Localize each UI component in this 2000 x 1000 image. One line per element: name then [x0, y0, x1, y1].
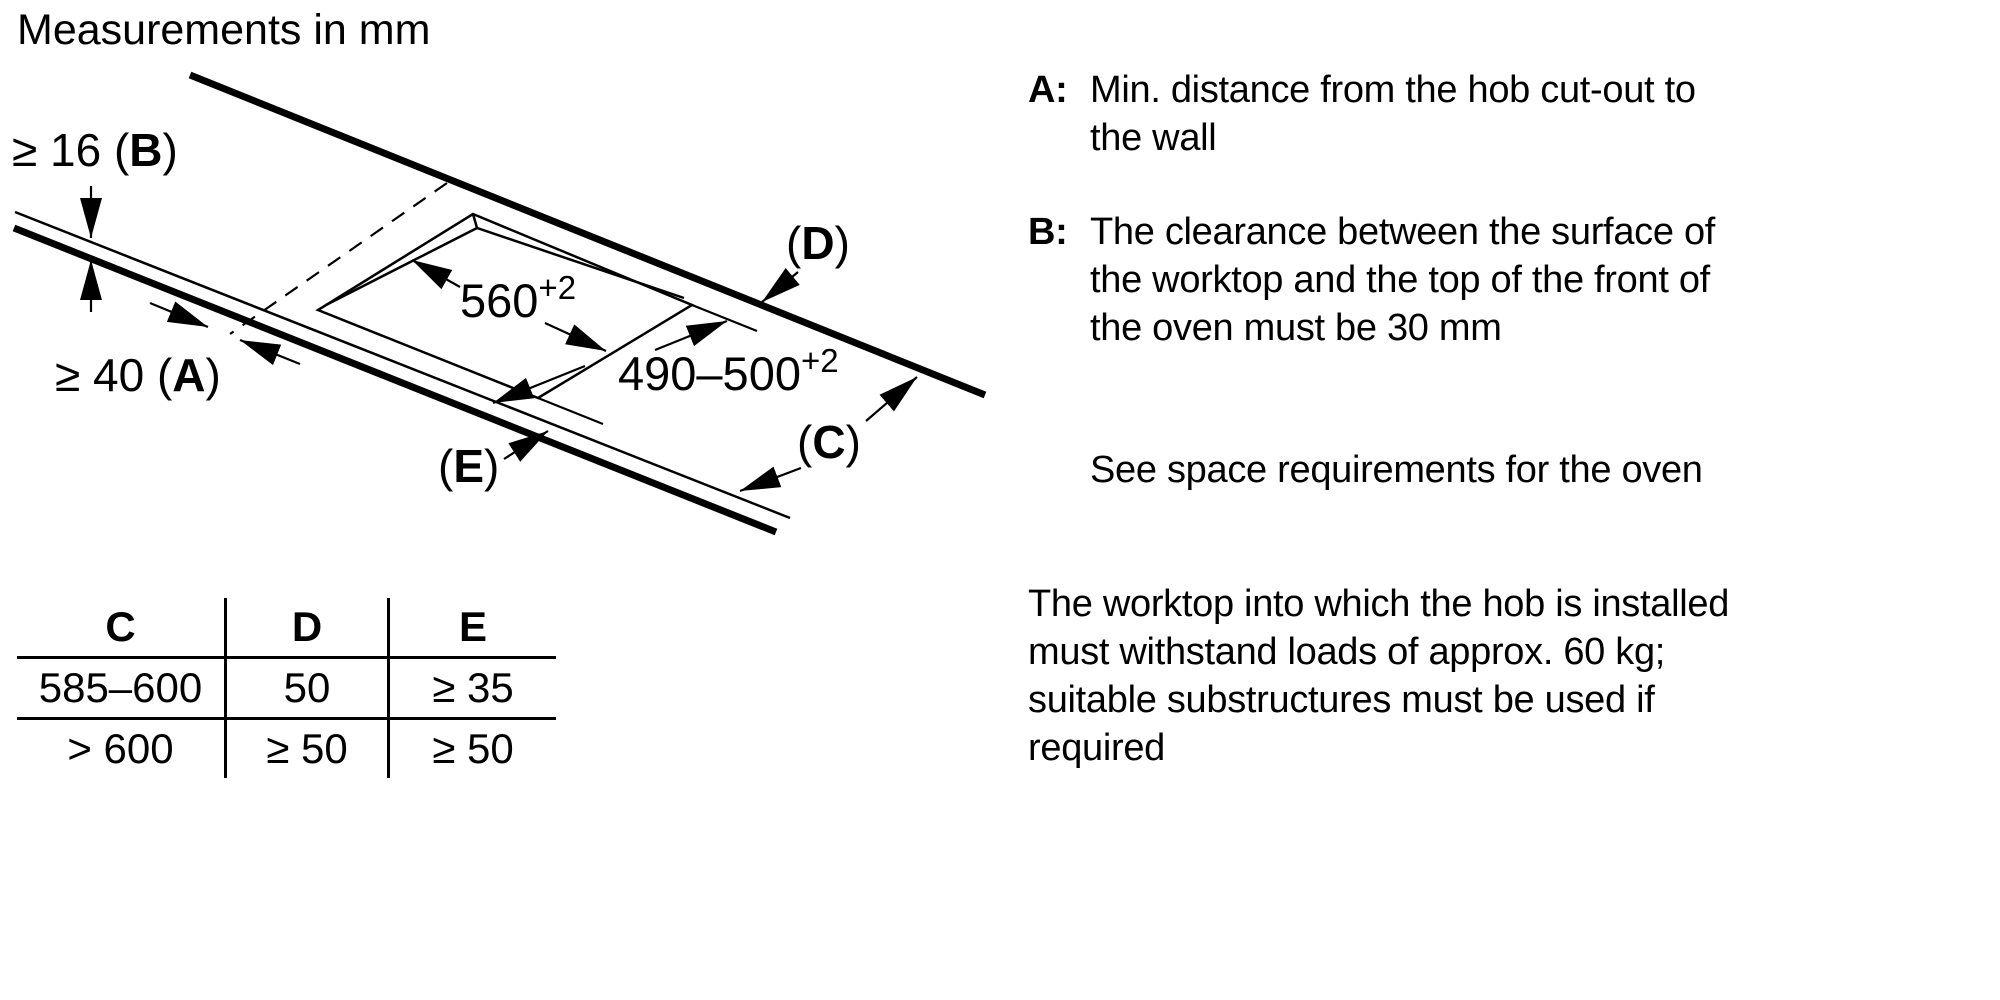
dim-b-letter: B [129, 124, 163, 176]
dim-b-suffix: ) [162, 124, 178, 176]
dim-a-label [55, 349, 221, 401]
note-a [1028, 66, 1948, 162]
label-d-arrow [762, 272, 798, 302]
table-header-c: C [17, 598, 227, 656]
dim-b-prefix: ≥ 16 ( [12, 124, 130, 176]
label-e-prefix: ( [438, 440, 454, 492]
table-cell-r1-e: ≥ 35 [390, 656, 556, 717]
dim-a-prefix: ≥ 40 ( [55, 349, 173, 401]
table-cell-r2-d: ≥ 50 [227, 717, 390, 778]
extension-line-ne [692, 305, 757, 331]
label-c-arrow-upper [866, 377, 917, 421]
note-a-label: A: [1028, 69, 1068, 111]
note-load-line-4: required [1028, 727, 1166, 769]
dim-a-arrow-lower [240, 340, 300, 364]
notes-column [1028, 66, 1948, 772]
dim-560-arrow-right [545, 323, 606, 351]
note-worktop-load [1028, 580, 1948, 772]
note-load-line-2: must withstand loads of approx. 60 kg; [1028, 631, 1666, 673]
dim-560-arrow-left [412, 260, 460, 287]
label-d-suffix: ) [834, 217, 850, 269]
table-cell-r1-c: 585–600 [17, 656, 227, 717]
note-load-line-1: The worktop into which the hob is installed [1028, 583, 1730, 625]
dim-560-value: 560 [460, 274, 539, 327]
dimension-table [17, 598, 556, 778]
note-b-line-1: The clearance between the surface of [1090, 211, 1716, 253]
table-cell-r2-e: ≥ 50 [390, 717, 556, 778]
note-a-line-2: the wall [1090, 117, 1217, 159]
dim-a-suffix: ) [205, 349, 221, 401]
table-header-e: E [458, 603, 487, 650]
note-a-body [1090, 66, 1696, 162]
label-d-letter: D [801, 217, 835, 269]
dim-490-arrow-upper [655, 321, 727, 350]
label-c-letter: C [812, 416, 846, 468]
label-c-suffix: ) [845, 416, 861, 468]
dim-b-label [12, 124, 178, 176]
dim-560-label [460, 269, 576, 327]
extension-line-sw [538, 398, 603, 424]
note-b-label: B: [1028, 211, 1068, 253]
note-b [1028, 208, 1948, 352]
note-a-line-1: Min. distance from the hob cut-out to [1090, 69, 1696, 111]
label-c-prefix: ( [797, 416, 813, 468]
label-e-letter: E [453, 440, 485, 492]
label-c [797, 416, 861, 468]
dim-490-label [618, 342, 839, 400]
table-cell-r1-d: 50 [227, 656, 390, 717]
note-load-line-3: suitable substructures must be used if [1028, 679, 1655, 721]
diagram-title: Measurements in mm [17, 6, 431, 54]
label-d-prefix: ( [786, 217, 802, 269]
note-b-body [1090, 208, 1715, 352]
label-e [438, 440, 499, 492]
note-b-line-3: the oven must be 30 mm [1090, 307, 1502, 349]
dim-560-tolerance: +2 [538, 269, 577, 306]
table-header-d: D [227, 598, 390, 656]
dim-490-tolerance: +2 [800, 342, 839, 379]
note-see-space-requirements: See space requirements for the oven [1090, 449, 1703, 491]
dim-490-value: 490–500 [618, 347, 801, 400]
installation-diagram [0, 0, 1000, 560]
label-e-suffix: ) [484, 440, 500, 492]
label-d [786, 217, 850, 269]
table-cell-r2-c: > 600 [17, 717, 227, 778]
note-b-line-2: the worktop and the top of the front of [1090, 259, 1710, 301]
dim-a-letter: A [172, 349, 206, 401]
dim-a-arrow-upper [150, 303, 208, 327]
label-c-arrow-lower [740, 468, 801, 491]
